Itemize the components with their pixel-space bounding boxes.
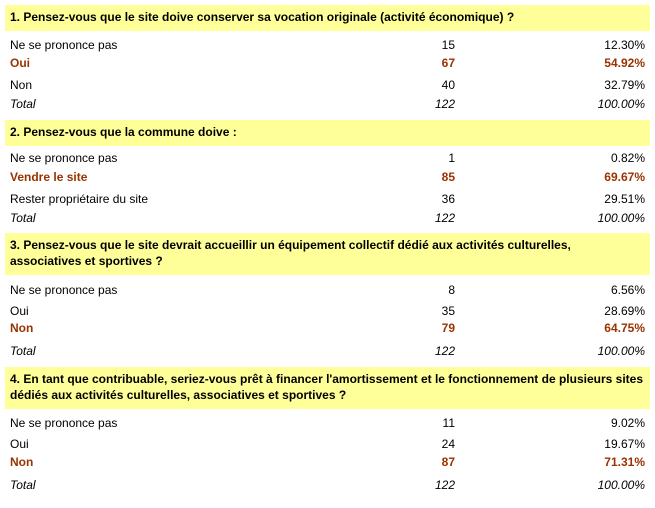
answer-percent: 12.30% — [604, 38, 645, 52]
question-2-title: 2. Pensez-vous que la commune doive : — [5, 120, 650, 146]
answer-percent: 54.92% — [604, 56, 645, 70]
total-percent: 100.00% — [597, 211, 645, 225]
question-3-title: 3. Pensez-vous que le site devrait accueillir un équipement collectif dédié aux activités culturelles, associatives et sportives ? — [5, 233, 650, 275]
answer-percent: 29.51% — [604, 192, 645, 206]
answer-label: Ne se prononce pas — [10, 151, 118, 165]
answer-percent: 69.67% — [604, 170, 645, 184]
total-label: Total — [10, 478, 36, 492]
answer-count: 36 — [441, 192, 455, 206]
answer-count: 1 — [448, 151, 455, 165]
total-percent: 100.00% — [597, 478, 645, 492]
answer-percent: 28.69% — [604, 304, 645, 318]
answer-count: 15 — [441, 38, 455, 52]
answer-count: 79 — [441, 321, 455, 335]
table-row — [10, 302, 645, 320]
table-row-majority — [10, 54, 645, 72]
answer-percent: 19.67% — [604, 437, 645, 451]
answer-label: Oui — [10, 437, 29, 451]
answer-label: Ne se prononce pas — [10, 416, 118, 430]
total-label: Total — [10, 97, 36, 111]
table-row — [10, 190, 645, 208]
total-percent: 100.00% — [597, 97, 645, 111]
answer-count: 40 — [441, 78, 455, 92]
table-row — [10, 414, 645, 432]
total-label: Total — [10, 211, 36, 225]
answer-label: Non — [10, 321, 34, 335]
table-row-total — [10, 209, 645, 227]
answer-label: Non — [10, 78, 33, 92]
answer-percent: 6.56% — [610, 283, 645, 297]
answer-count: 35 — [441, 304, 455, 318]
table-row-majority — [10, 453, 645, 471]
table-row-majority — [10, 168, 645, 186]
table-row — [10, 149, 645, 167]
table-row — [10, 281, 645, 299]
table-row-total — [10, 95, 645, 113]
answer-count: 11 — [442, 416, 455, 430]
total-percent: 100.00% — [597, 344, 645, 358]
total-label: Total — [10, 344, 36, 358]
table-row — [10, 76, 645, 94]
answer-label: Vendre le site — [10, 170, 88, 184]
answer-count: 85 — [441, 170, 455, 184]
total-count: 122 — [434, 478, 455, 492]
question-1-title: 1. Pensez-vous que le site doive conserver sa vocation originale (activité économique) ? — [5, 5, 650, 31]
total-count: 122 — [434, 211, 455, 225]
answer-label: Oui — [10, 304, 29, 318]
answer-label: Non — [10, 455, 34, 469]
total-count: 122 — [434, 344, 455, 358]
answer-label: Ne se prononce pas — [10, 38, 118, 52]
answer-percent: 32.79% — [604, 78, 645, 92]
table-row — [10, 36, 645, 54]
table-row — [10, 435, 645, 453]
answer-label: Rester propriétaire du site — [10, 192, 149, 206]
table-row-total — [10, 342, 645, 360]
table-row-total — [10, 476, 645, 494]
answer-label: Ne se prononce pas — [10, 283, 118, 297]
answer-percent: 64.75% — [604, 321, 645, 335]
answer-label: Oui — [10, 56, 30, 70]
answer-percent: 71.31% — [604, 455, 645, 469]
answer-count: 24 — [441, 437, 455, 451]
answer-count: 67 — [441, 56, 455, 70]
answer-percent: 9.02% — [610, 416, 645, 430]
answer-percent: 0.82% — [610, 151, 645, 165]
table-row-majority — [10, 319, 645, 337]
answer-count: 8 — [448, 283, 455, 297]
question-4-title: 4. En tant que contribuable, seriez-vous prêt à financer l'amortissement et le fonctionnement de plusieurs sites dédiés aux activités culturelles, associatives et sportives ? — [5, 367, 650, 409]
answer-count: 87 — [441, 455, 455, 469]
total-count: 122 — [434, 97, 455, 111]
